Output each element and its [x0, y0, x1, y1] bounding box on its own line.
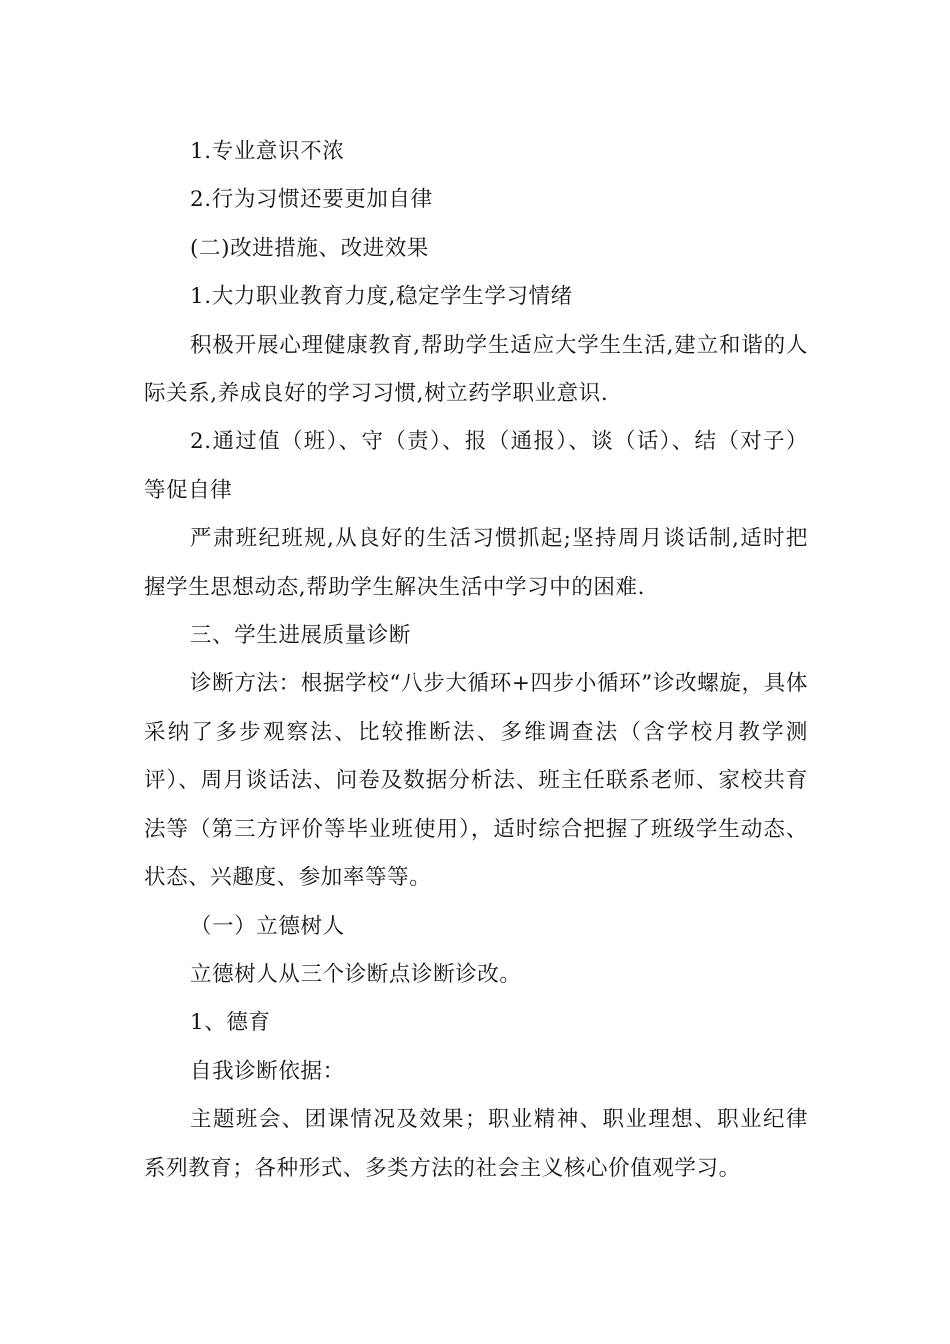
paragraph-mental-health: 积极开展心理健康教育,帮助学生适应大学生生活,建立和谐的人际关系,养成良好的学习习惯,树立药学职业意识. [144, 332, 808, 407]
subheading-self-discipline: 2.通过值（班）、守（责）、报（通报）、谈（话）、结（对子）等促自律 [144, 429, 808, 503]
paragraph-theme-class-meetings: 主题班会、团课情况及效果；职业精神、职业理想、职业纪律系列教育；各种形式、多类方法的社会主义核心价值观学习。 [144, 1107, 808, 1181]
paragraph-diagnosis-method: 诊断方法：根据学校“八步大循环+四步小循环”诊改螺旋，具体采纳了多步观察法、比较推断法、多维调查法（含学校月教学测评）、周月谈话法、问卷及数据分析法、班主任联系老师、家校共育法等（第三方评价等毕业班使用），适时综合把握了班级学生动态、状态、兴趣度、参加率等等。 [144, 671, 808, 891]
subheading-moral-education: （一）立德树人 [190, 913, 345, 939]
section-heading-quality-diagnosis: 三、学生进展质量诊断 [190, 623, 412, 649]
section-heading-improvement-measures: (二)改进措施、改进效果 [190, 235, 429, 261]
paragraph-three-diagnosis-points: 立德树人从三个诊断点诊断诊改。 [190, 961, 522, 987]
subheading-vocational-education: 1.大力职业教育力度,稳定学生学习情绪 [190, 284, 573, 310]
paragraph-class-rules: 严肃班纪班规,从良好的生活习惯抓起;坚持周月谈话制,适时把握学生思想动态,帮助学生解决生活中学习中的困难. [144, 526, 808, 600]
list-item-professional-awareness: 1.专业意识不浓 [190, 139, 345, 164]
list-item-behavior-habits: 2.行为习惯还要更加自律 [190, 187, 433, 213]
label-self-diagnosis-basis: 自我诊断依据： [190, 1058, 345, 1084]
document-body [144, 128, 808, 1193]
subheading-deyu: 1、德育 [190, 1010, 271, 1036]
